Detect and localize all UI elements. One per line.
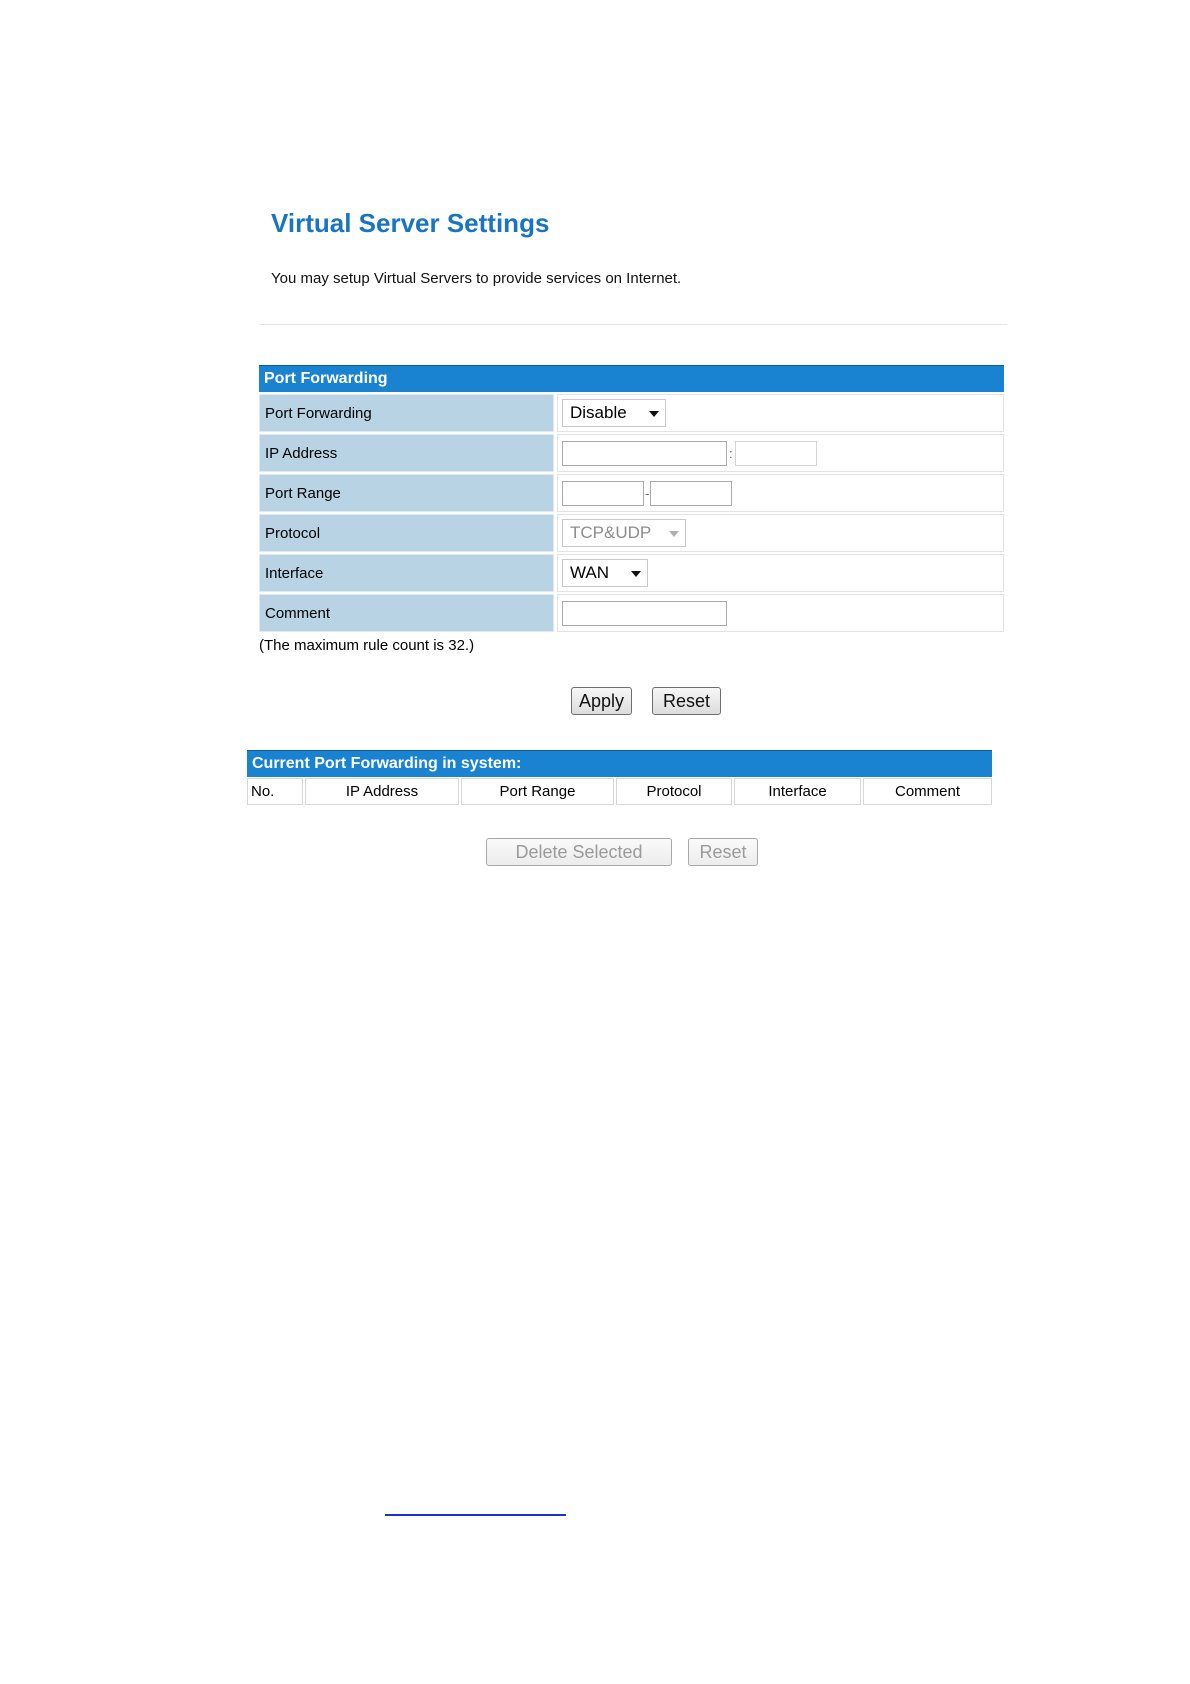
column-header-port-range: Port Range: [461, 778, 614, 805]
ip-address-input[interactable]: [562, 441, 727, 466]
chevron-down-icon: [649, 411, 659, 417]
reset-button[interactable]: Reset: [652, 687, 721, 715]
protocol-select[interactable]: [562, 519, 686, 547]
ip-secondary-input[interactable]: [735, 441, 817, 466]
column-header-interface: Interface: [734, 778, 861, 805]
port-forwarding-select-value: Disable: [570, 403, 627, 422]
apply-button[interactable]: Apply: [571, 687, 632, 715]
page-title: Virtual Server Settings: [271, 208, 550, 238]
column-header-ip-address: IP Address: [305, 778, 459, 805]
row-port-range: [259, 474, 1004, 512]
port-forwarding-label: Port Forwarding: [259, 394, 554, 432]
port-forwarding-header: Port Forwarding: [259, 365, 1004, 392]
column-header-no: No.: [247, 778, 303, 805]
chevron-down-icon: [669, 531, 679, 537]
row-interface: [259, 554, 1004, 592]
divider: [259, 324, 1007, 325]
port-range-label: Port Range: [259, 474, 554, 512]
row-protocol: [259, 514, 1004, 552]
current-reset-button[interactable]: Reset: [688, 838, 758, 866]
interface-label: Interface: [259, 554, 554, 592]
port-forwarding-table: [259, 365, 1004, 632]
port-forwarding-select[interactable]: [562, 399, 666, 427]
row-port-forwarding: [259, 394, 1004, 432]
port-range-to-input[interactable]: [650, 481, 732, 506]
current-forwarding-columns: [247, 778, 992, 805]
port-range-from-input[interactable]: [562, 481, 644, 506]
column-header-comment: Comment: [863, 778, 992, 805]
ip-separator: :: [729, 445, 733, 461]
chevron-down-icon: [631, 571, 641, 577]
row-ip-address: [259, 434, 1004, 472]
link-underline[interactable]: [385, 1514, 566, 1516]
protocol-label: Protocol: [259, 514, 554, 552]
port-range-separator: -: [645, 485, 650, 501]
max-rule-note: (The maximum rule count is 32.): [259, 637, 475, 654]
ip-address-label: IP Address: [259, 434, 554, 472]
column-header-protocol: Protocol: [616, 778, 732, 805]
row-comment: [259, 594, 1004, 632]
current-forwarding-header: Current Port Forwarding in system:: [247, 750, 992, 777]
current-forwarding-table: [247, 750, 992, 805]
comment-input[interactable]: [562, 601, 727, 626]
page-description: You may setup Virtual Servers to provide services on Internet.: [271, 270, 682, 287]
protocol-select-value: TCP&UDP: [570, 523, 652, 542]
delete-selected-button[interactable]: Delete Selected: [486, 838, 672, 866]
interface-select-value: WAN: [570, 563, 610, 582]
comment-label: Comment: [259, 594, 554, 632]
interface-select[interactable]: [562, 559, 648, 587]
